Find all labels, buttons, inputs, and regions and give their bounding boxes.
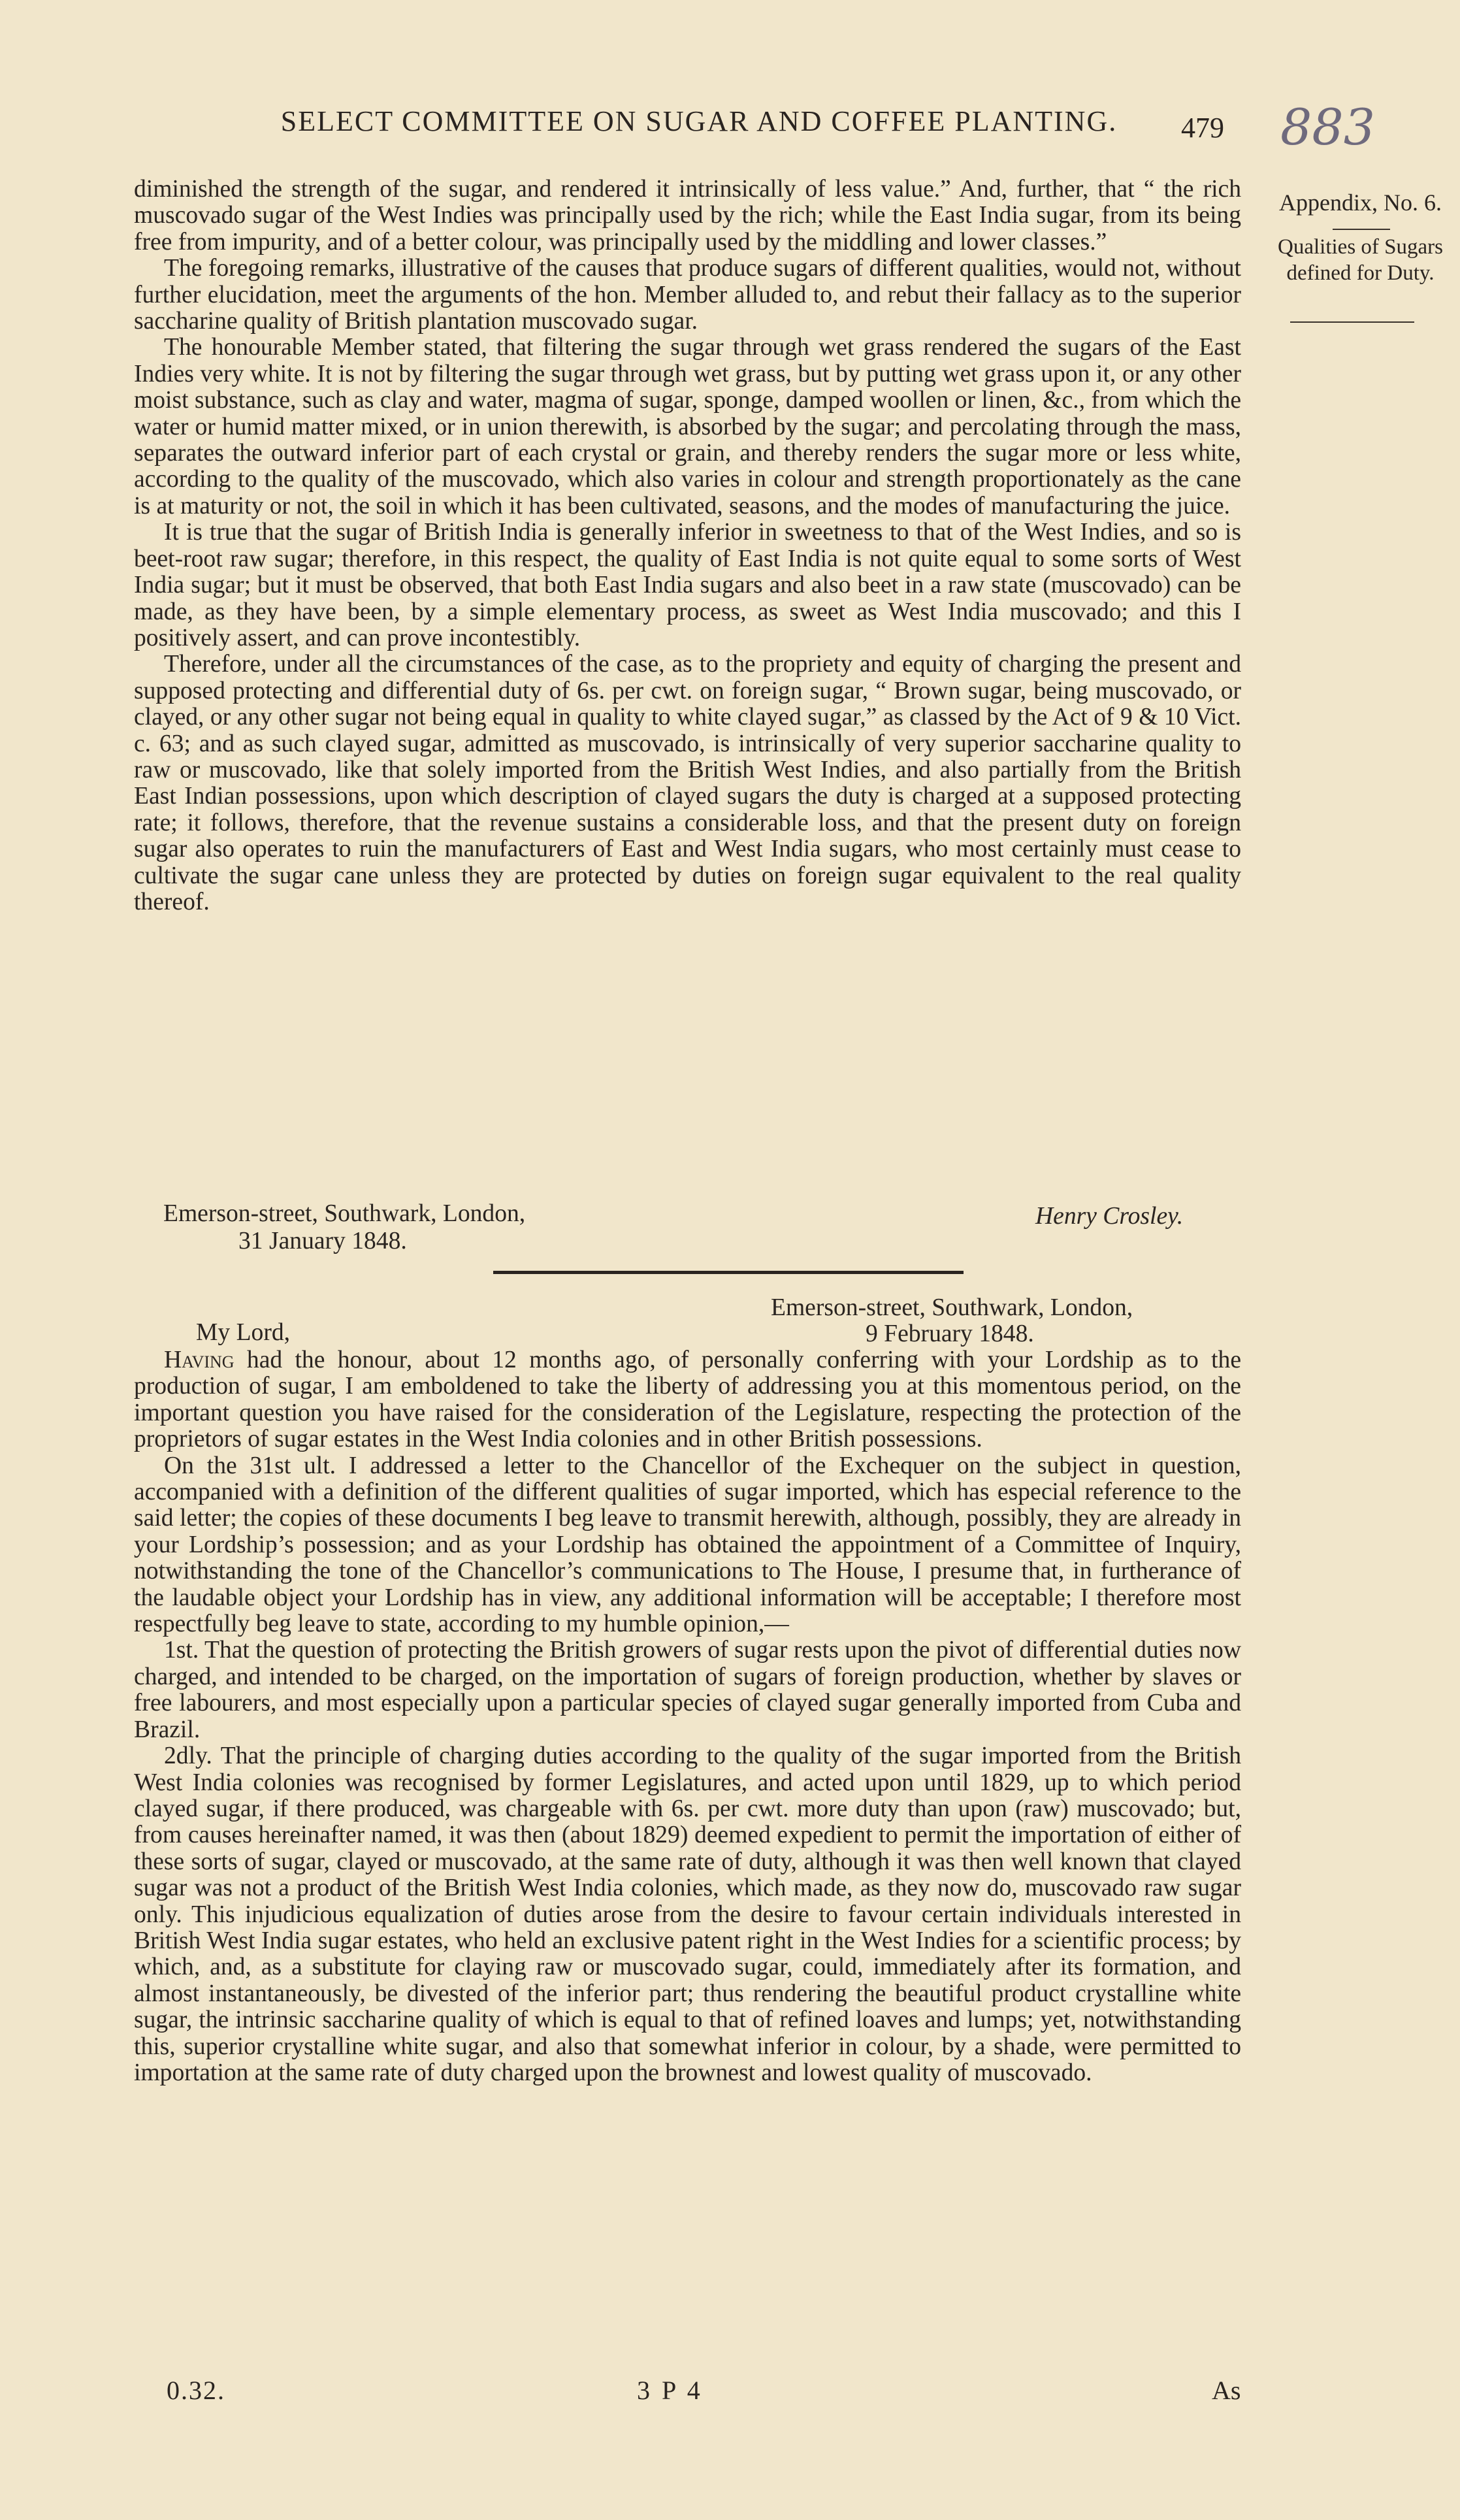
paragraph xyxy=(134,1347,1241,1453)
paragraph: On the 31st ult. I addressed a letter to the Chancellor of the Exchequer on the subject in question, accompanied with a definition of the different qualities of sugar imported, which has especial reference to the said letter; the copies of these documents I beg leave to transmit herewith, although, possibly, they are already in your Lordship’s possession; and as your Lordship has obtained the appointment of a Committee of Inquiry, notwithstanding the tone of the Chancellor’s communications to The House, I presume that, in furtherance of the laudable object your Lordship has in view, any additional information will be acceptable; I therefore most respectfully beg leave to state, according to my humble opinion,— xyxy=(134,1452,1241,1638)
paragraph-text: had the honour, about 12 months ago, of personally conferring with your Lordship as to the production of sugar, I am emboldened to take the liberty of addressing you at this momentous period, on the important question you have raised for the consideration of the Legislature, respecting the protection of the proprietors of sugar estates in the West India colonies and in other British possessions. xyxy=(134,1347,1241,1453)
handwritten-page-number: 883 xyxy=(1280,98,1376,156)
letter-body xyxy=(134,1347,1241,2086)
paragraph: The honourable Member stated, that filtering the sugar through wet grass rendered the sugars of the East Indies very white. It is not by filtering the sugar through wet grass, but by putting wet grass upon it, or any other moist substance, such as clay and water, magma of sugar, sponge, damped woollen or linen, &c., from which the water or humid matter mixed, or in union therewith, is absorbed by the sugar; and percolating through the mass, separates the outward inferior part of each crystal or grain, and thereby renders the sugar more or less white, according to the quality of the muscovado, which also varies in colour and strength proportionately as the cane is at maturity or not, the soil in which it has been cultivated, seasons, and the modes of manufacturing the juice. xyxy=(134,334,1241,519)
opening-word: Having xyxy=(164,1347,235,1373)
margin-dash xyxy=(1333,229,1390,230)
letter-address: Emerson-street, Southwark, London, xyxy=(771,1294,1133,1321)
footer-catchword: As xyxy=(1212,2376,1241,2405)
signature-date: 31 January 1848. xyxy=(238,1228,407,1254)
margin-rule xyxy=(1290,321,1414,323)
page-header-title: SELECT COMMITTEE ON SUGAR AND COFFEE PLANTING. xyxy=(280,105,1118,137)
statement-body xyxy=(134,176,1241,915)
letter-date: 9 February 1848. xyxy=(866,1320,1034,1347)
signature-name: Henry Crosley. xyxy=(1035,1203,1184,1230)
footer-signature-mark: 3 P 4 xyxy=(637,2376,703,2405)
margin-appendix-label: Appendix, No. 6. xyxy=(1279,189,1442,216)
paragraph: 2dly. That the principle of charging duties according to the quality of the sugar imported from the British West India colonies was recognised by former Legislatures, and acted upon until 1829, up to which period clayed sugar, if there produced, was chargeable with 6s. per cwt. more duty than upon (raw) muscovado; but, from causes hereinafter named, it was then (about 1829) deemed expedient to permit the importation of either of these sorts of sugar, clayed or muscovado, at the same rate of duty, although it was then well known that clayed sugar was not a product of the British West India colonies, which made, as they now do, muscovado raw sugar only. This injudicious equalization of duties arose from the desire to favour certain individuals interested in British West India sugar estates, who held an exclusive patent right in the West Indies for a scientific process; by which, and, as a substitute for claying raw or muscovado sugar, could, immediately after its formation, and almost instantaneously, be divested of the inferior part; thus rendering the beautiful product crystalline white sugar, the intrinsic saccharine quality of which is equal to that of refined loaves and lumps; yet, notwithstanding this, superior crystalline white sugar, and also that somewhat inferior in colour, by a shade, were permitted to importation at the same rate of duty charged upon the brownest and lowest quality of muscovado. xyxy=(134,1743,1241,2086)
paragraph: 1st. That the question of protecting the British growers of sugar rests upon the pivot of differential duties now charged, and intended to be charged, on the importation of sugars of foreign production, whether by slaves or free labourers, and most especially upon a particular species of clayed sugar generally imported from Cuba and Brazil. xyxy=(134,1637,1241,1743)
page-number: 479 xyxy=(1181,112,1224,144)
paragraph: diminished the strength of the sugar, and rendered it intrinsically of less value.” And, further, that “ the rich muscovado sugar of the West Indies was principally used by the rich; while the East India sugar, from its being free from impurity, and of a better colour, was principally used by the middling and lower classes.” xyxy=(134,176,1241,255)
paragraph: It is true that the sugar of British India is generally inferior in sweetness to that of the West Indies, and so is beet-root raw sugar; therefore, in this respect, the quality of East India is not quite equal to some sorts of West India sugar; but it must be observed, that both East India sugars and also beet in a raw state (muscovado) can be made, as they have been, by a simple elementary process, as sweet as West India muscovado; and this I positively assert, and can prove incontestibly. xyxy=(134,519,1241,651)
paragraph: The foregoing remarks, illustrative of the causes that produce sugars of different qualities, would not, without further elucidation, meet the arguments of the hon. Member alluded to, and rebut their fallacy as to the superior saccharine quality of British plantation muscovado sugar. xyxy=(134,255,1241,335)
margin-note-qualities: Qualities of Sugars defined for Duty. xyxy=(1278,235,1443,285)
footer-reference: 0.32. xyxy=(167,2376,225,2405)
paragraph: Therefore, under all the circumstances of the case, as to the propriety and equity of charging the present and supposed protecting and differential duty of 6s. per cwt. on foreign sugar, “ Brown sugar, being muscovado, or clayed, or any other sugar not being equal in quality to white clayed sugar,” as classed by the Act of 9 & 10 Vict. c. 63; and as such clayed sugar, admitted as muscovado, is intrinsically of very superior saccharine quality to raw or muscovado, like that solely imported from the British West Indies, and also partially from the British East Indian possessions, upon which description of clayed sugars the duty is charged at a supposed protecting rate; it follows, therefore, that the revenue sustains a considerable loss, and that the present duty on foreign sugar also operates to ruin the manufacturers of East and West India sugars, who most certainly must cease to cultivate the sugar cane unless they are protected by duties on foreign sugar equivalent to the real quality thereof. xyxy=(134,651,1241,915)
section-separator xyxy=(493,1271,964,1274)
letter-salutation: My Lord, xyxy=(196,1319,291,1346)
signature-address: Emerson-street, Southwark, London, xyxy=(163,1200,526,1227)
